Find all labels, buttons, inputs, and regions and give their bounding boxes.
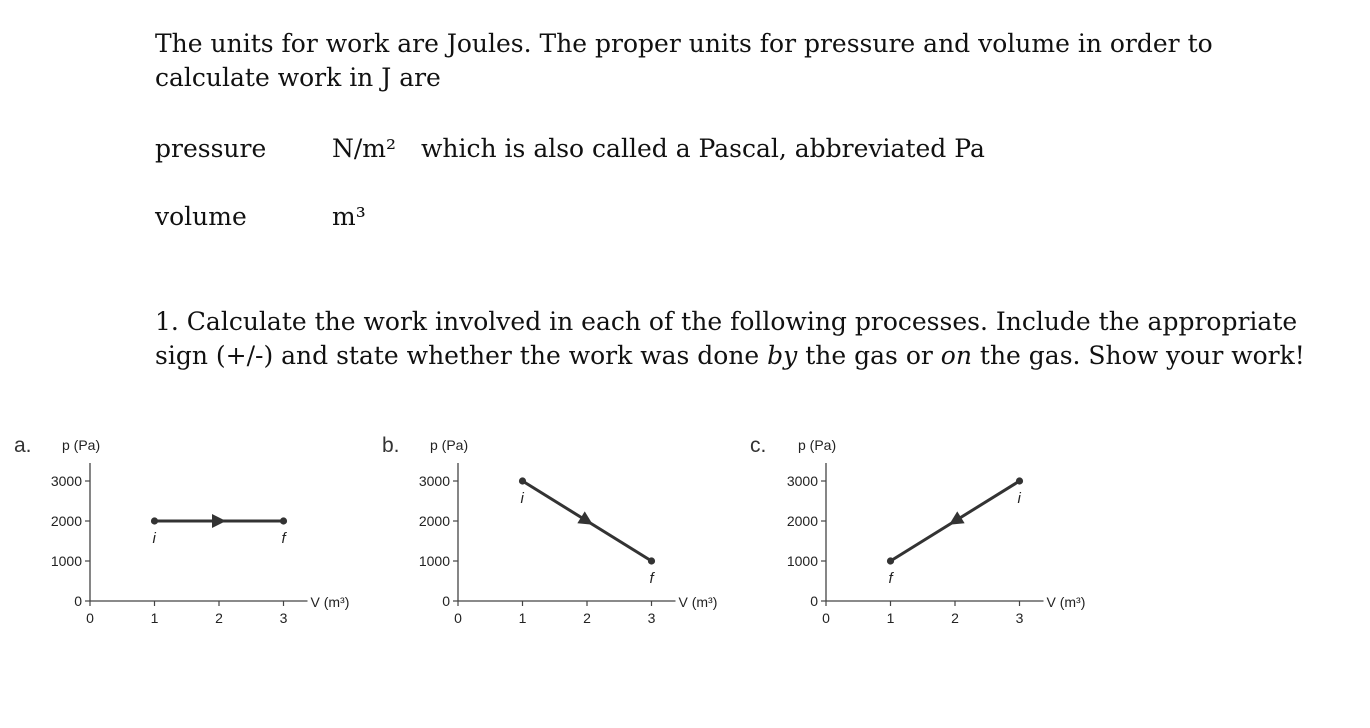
intro-text [155,27,1213,95]
volume-label: volume [155,202,247,231]
graph-b-y-tick-label: 3000 [418,473,450,489]
intro-line-2: calculate work in J are [155,63,441,92]
graph-a-direction-arrow [212,514,226,528]
graph-a-x-tick-label: 0 [86,610,94,626]
graph-c-y-tick-label: 0 [810,593,818,609]
graph-a-x-tick-label: 1 [150,610,159,626]
volume-unit-row [155,200,555,234]
graph-a [10,420,380,644]
pressure-unit-row [155,132,1055,166]
graph-c-x-tick-label: 2 [951,610,959,626]
graph-a-x-axis-label: V (m³) [310,594,350,610]
graph-a-svg [10,420,380,640]
intro-line-1: The units for work are Joules. The proper units for pressure and volume in order to [155,29,1213,58]
graph-b-x-tick-label: 3 [647,610,656,626]
graph-b-y-tick-label: 0 [442,593,450,609]
graph-a-x-tick-label: 2 [215,610,223,626]
graph-a-panel-label: a. [14,434,32,457]
graph-b-x-tick-label: 1 [518,610,527,626]
graph-b-x-axis-label: V (m³) [678,594,718,610]
graph-a-y-axis-label: p (Pa) [62,437,101,453]
graph-c-y-tick-label: 1000 [786,553,818,569]
pressure-label: pressure [155,134,267,163]
graph-b-y-axis-label: p (Pa) [430,437,469,453]
pressure-note: which is also called a Pascal, abbreviated Pa [421,134,985,163]
graph-c-x-tick-label: 0 [822,610,830,626]
graph-c-y-tick-label: 3000 [786,473,818,489]
graph-b [378,420,748,644]
question-line-2 [155,339,1305,373]
graph-c-panel-label: c. [750,434,767,457]
graph-b-x-tick-label: 0 [454,610,462,626]
graph-b-svg [378,420,748,640]
graph-b-x-tick-label: 2 [583,610,591,626]
graph-a-final-label: f [281,530,286,547]
graph-a-x-tick-label: 3 [279,610,288,626]
pressure-unit: N/m² [332,134,397,163]
graph-b-y-tick-label: 2000 [418,513,450,529]
graph-c-final-point [887,557,894,564]
graph-c-y-tick-label: 2000 [786,513,818,529]
graph-b-final-label: f [649,570,654,587]
graph-c [746,420,1116,644]
question-line-2-part-a: sign (+/-) and state whether the work was done [155,341,768,370]
graph-a-y-tick-label: 3000 [50,473,82,489]
graph-c-x-tick-label: 3 [1015,610,1024,626]
graph-c-svg [746,420,1116,640]
graph-b-y-tick-label: 1000 [418,553,450,569]
question-line-2-part-c: the gas. Show your work! [971,341,1305,370]
graph-c-final-label: f [888,570,893,587]
question-by-word: by [767,341,798,370]
graph-a-initial-point [151,517,158,524]
graph-c-y-axis-label: p (Pa) [798,437,837,453]
graph-a-final-point [280,517,287,524]
question-on-word: on [940,341,972,370]
graph-c-initial-label: i [1017,490,1021,507]
graph-a-y-tick-label: 1000 [50,553,82,569]
graph-b-panel-label: b. [382,434,400,457]
graph-a-initial-label: i [152,530,156,547]
volume-unit: m³ [332,202,366,231]
question-line-1: 1. Calculate the work involved in each of the following processes. Include the appropriate [155,307,1298,336]
graph-b-initial-point [519,477,526,484]
graph-a-y-tick-label: 2000 [50,513,82,529]
graph-c-x-tick-label: 1 [886,610,895,626]
graph-b-initial-label: i [520,490,524,507]
graph-c-initial-point [1016,477,1023,484]
graph-a-y-tick-label: 0 [74,593,82,609]
graph-c-x-axis-label: V (m³) [1046,594,1086,610]
graph-b-final-point [648,557,655,564]
question-line-2-part-b: the gas or [797,341,941,370]
question-text [155,305,1305,373]
